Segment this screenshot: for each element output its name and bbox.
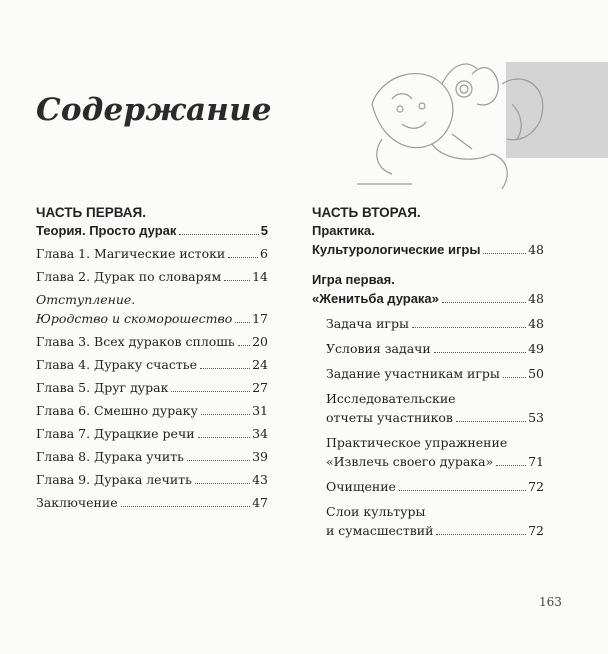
toc-entry-label: Теория. Просто дурак — [36, 223, 177, 238]
toc-entry — [36, 268, 268, 285]
toc-entry — [312, 434, 544, 470]
toc-entry-label: и сумасшествий — [326, 523, 434, 538]
leader-dots — [171, 391, 250, 392]
toc-entry — [36, 245, 268, 262]
toc-entry-page: 34 — [252, 426, 268, 441]
leader-dots — [201, 414, 250, 415]
leader-dots — [456, 421, 526, 422]
toc-entry — [36, 291, 268, 327]
toc-entry-page: 71 — [528, 454, 544, 469]
toc-entry — [36, 356, 268, 373]
toc-entry-page: 14 — [252, 269, 268, 284]
toc-entry — [312, 390, 544, 426]
toc-entry-label: Глава 7. Дурацкие речи — [36, 426, 195, 441]
leader-dots — [224, 280, 250, 281]
toc-entry — [36, 402, 268, 419]
toc-entry-label: Глава 4. Дураку счастье — [36, 357, 197, 372]
toc-entry-page: 48 — [528, 291, 544, 306]
toc-entry — [36, 222, 268, 239]
toc-entry-label: отчеты участников — [326, 410, 453, 425]
leader-dots — [187, 460, 250, 461]
toc-entry-page: 17 — [252, 311, 268, 326]
toc-entry-label: Задание участникам игры — [326, 366, 500, 381]
toc-entry — [312, 271, 544, 307]
toc-entry-label: Глава 8. Дурака учить — [36, 449, 184, 464]
toc-entry-page: 27 — [252, 380, 268, 395]
toc-entry-label: Глава 1. Магические истоки — [36, 246, 226, 261]
toc-entry-label: Заключение — [36, 495, 118, 510]
toc-entry — [312, 340, 544, 357]
toc-entry-page: 39 — [252, 449, 268, 464]
toc-entry-page: 24 — [252, 357, 268, 372]
page-number: 163 — [539, 595, 562, 609]
toc-entry-label: Юродство и скоморошество — [36, 311, 233, 326]
leader-dots — [483, 253, 526, 254]
toc-entry-label: Глава 5. Друг дурак — [36, 380, 169, 395]
toc-column-right — [312, 204, 544, 539]
toc-entry-label-line1: Игра первая. — [312, 272, 395, 287]
leader-dots — [399, 490, 526, 491]
toc-entry-page: 48 — [528, 316, 544, 331]
toc-entry-label: «Извлечь своего дурака» — [326, 454, 494, 469]
toc-entry-label: «Женитьба дурака» — [312, 291, 439, 306]
leader-dots — [496, 465, 526, 466]
leader-dots — [238, 345, 250, 346]
toc-entry — [312, 315, 544, 332]
toc-entry-label-line1: Отступление. — [36, 292, 136, 307]
leader-dots — [434, 352, 526, 353]
toc-entry-label: Задача игры — [326, 316, 409, 331]
toc-column-left — [36, 204, 268, 511]
toc-entry-label: Глава 2. Дурак по словарям — [36, 269, 222, 284]
toc-entry — [312, 478, 544, 495]
toc-entry — [312, 222, 544, 258]
toc-entry-label-line1: Практика. — [312, 223, 375, 238]
toc-entry — [36, 494, 268, 511]
toc-entry-page: 72 — [528, 523, 544, 538]
leader-dots — [179, 234, 258, 235]
leader-dots — [412, 327, 526, 328]
toc-entry — [36, 471, 268, 488]
toc-entry-page: 47 — [252, 495, 268, 510]
toc-entry-label: Глава 3. Всех дураков сплошь — [36, 334, 235, 349]
toc-entry-label: Глава 6. Смешно дураку — [36, 403, 198, 418]
toc-entry-page: 43 — [252, 472, 268, 487]
toc-entry-page: 50 — [528, 366, 544, 381]
toc-entry-page: 53 — [528, 410, 544, 425]
toc-entry-page: 5 — [260, 223, 268, 238]
toc-entry-page: 31 — [252, 403, 268, 418]
leader-dots — [121, 506, 250, 507]
leader-dots — [195, 483, 250, 484]
leader-dots — [228, 257, 258, 258]
part-label: ЧАСТЬ ВТОРАЯ. — [312, 205, 421, 220]
toc-entry — [36, 333, 268, 350]
toc-entry-page: 6 — [260, 246, 268, 261]
leader-dots — [198, 437, 251, 438]
toc-entry-label: Очищение — [326, 479, 396, 494]
leader-dots — [436, 534, 526, 535]
toc-entry-page: 48 — [528, 242, 544, 257]
toc-entry-label-line1: Практическое упражнение — [326, 435, 508, 450]
leader-dots — [503, 377, 526, 378]
toc-entry — [312, 365, 544, 382]
leader-dots — [200, 368, 250, 369]
toc-entry-label: Культурологические игры — [312, 242, 481, 257]
toc-entry — [36, 448, 268, 465]
page-title: Содержание — [36, 92, 272, 128]
toc-entry-page: 72 — [528, 479, 544, 494]
toc-entry — [36, 425, 268, 442]
toc-entry-page: 49 — [528, 341, 544, 356]
toc-entry-label-line1: Исследовательские — [326, 391, 456, 406]
part-label: ЧАСТЬ ПЕРВАЯ. — [36, 205, 147, 220]
leader-dots — [442, 302, 526, 303]
toc-entry-page: 20 — [252, 334, 268, 349]
toc-entry-label: Глава 9. Дурака лечить — [36, 472, 192, 487]
toc-entry-label: Условия задачи — [326, 341, 431, 356]
leader-dots — [235, 322, 250, 323]
toc-entry-label-line1: Слои культуры — [326, 504, 426, 519]
toc-entry — [36, 379, 268, 396]
toc-entry — [312, 503, 544, 539]
